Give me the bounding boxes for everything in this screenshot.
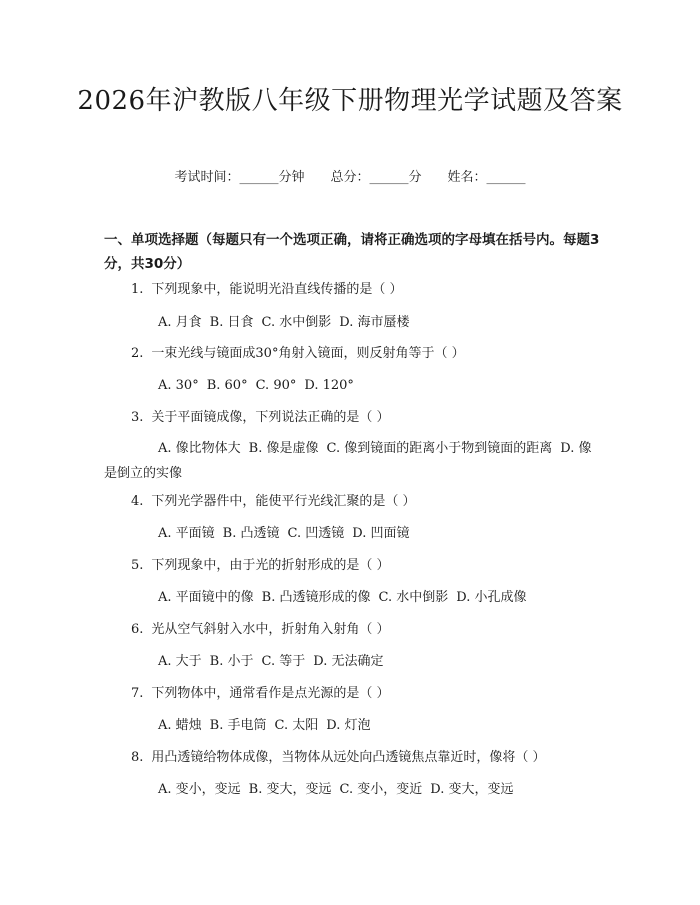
option-c: C. 90°: [255, 378, 297, 393]
question-text: 关于平面镜成像，下列说法正确的是（ ）: [151, 410, 390, 425]
option-b: B. 小于: [209, 654, 254, 669]
option-a: A. 蜡烛: [158, 718, 202, 733]
exam-time-field: 考试时间：______分钟: [174, 170, 305, 185]
question-6: [131, 620, 390, 640]
question-number: 2.: [131, 346, 144, 361]
question-number: 7.: [131, 686, 144, 701]
question-text: 下列现象中，能说明光沿直线传播的是（ ）: [151, 282, 403, 297]
option-d: D. 海市蜃楼: [339, 315, 410, 330]
question-text: 下列物体中，通常看作是点光源的是（ ）: [151, 686, 390, 701]
question-5-options: [158, 588, 534, 608]
option-a: A. 平面镜中的像: [158, 590, 254, 605]
option-a: A. 像比物体大: [158, 441, 241, 456]
total-score-field: 总分：______分: [330, 170, 422, 185]
question-number: 1.: [131, 282, 144, 297]
question-5: [131, 556, 390, 576]
option-b: B. 变大，变远: [248, 782, 332, 797]
option-b: B. 凸透镜: [222, 526, 280, 541]
question-number: 5.: [131, 558, 144, 573]
option-c: C. 水中倒影: [261, 315, 332, 330]
option-b: B. 手电筒: [209, 718, 267, 733]
question-number: 6.: [131, 622, 144, 637]
question-1: [131, 280, 403, 300]
question-2: [131, 344, 465, 364]
question-number: 4.: [131, 494, 144, 509]
option-c: C. 像到镜面的距离小于物到镜面的距离: [326, 441, 553, 456]
option-d: D. 小孔成像: [456, 590, 527, 605]
option-b: B. 像是虚像: [248, 441, 319, 456]
question-7-options: [158, 716, 378, 736]
option-a: A. 变小，变远: [158, 782, 241, 797]
option-a: A. 月食: [158, 315, 202, 330]
question-6-options: [158, 652, 391, 672]
question-3: [131, 408, 390, 428]
question-number: 3.: [131, 410, 144, 425]
option-d: D. 120°: [304, 378, 354, 393]
option-b: B. 凸透镜形成的像: [261, 590, 371, 605]
option-a: A. 平面镜: [158, 526, 215, 541]
option-c: C. 等于: [261, 654, 306, 669]
question-text: 用凸透镜给物体成像，当物体从远处向凸透镜焦点靠近时，像将（ ）: [151, 750, 546, 765]
question-7: [131, 684, 390, 704]
document-title: 2026年沪教版八年级下册物理光学试题及答案: [77, 86, 623, 116]
question-8-options: [158, 780, 521, 800]
option-c: C. 凹透镜: [287, 526, 345, 541]
option-a: A. 大于: [158, 654, 202, 669]
option-c: C. 水中倒影: [378, 590, 449, 605]
question-4: [131, 492, 416, 512]
question-8: [131, 748, 546, 768]
question-number: 8.: [131, 750, 144, 765]
option-a: A. 30°: [158, 378, 199, 393]
option-c: C. 变小，变近: [339, 782, 423, 797]
option-b: B. 日食: [209, 315, 254, 330]
question-4-options: [158, 524, 417, 544]
question-1-options: [158, 313, 417, 333]
option-d: D. 像是倒立的实像: [104, 441, 592, 481]
option-d: D. 无法确定: [313, 654, 384, 669]
question-text: 光从空气斜射入水中，折射角入射角（ ）: [151, 622, 390, 637]
question-2-options: [158, 376, 362, 396]
question-text: 下列现象中，由于光的折射形成的是（ ）: [151, 558, 390, 573]
student-name-field: 姓名：______: [447, 170, 526, 185]
question-text: 下列光学器件中，能使平行光线汇聚的是（ ）: [151, 494, 416, 509]
option-b: B. 60°: [206, 378, 248, 393]
exam-info-row: [0, 168, 700, 188]
option-d: D. 灯泡: [326, 718, 371, 733]
option-c: C. 太阳: [274, 718, 319, 733]
question-text: 一束光线与镜面成30°角射入镜面，则反射角等于（ ）: [151, 346, 465, 361]
section-heading: 一、单项选择题（每题只有一个选项正确，请将正确选项的字母填在括号内。每题3分，共30分）: [104, 232, 600, 272]
option-d: D. 变大，变远: [430, 782, 514, 797]
option-d: D. 凹面镜: [352, 526, 410, 541]
question-3-options: [104, 436, 598, 486]
